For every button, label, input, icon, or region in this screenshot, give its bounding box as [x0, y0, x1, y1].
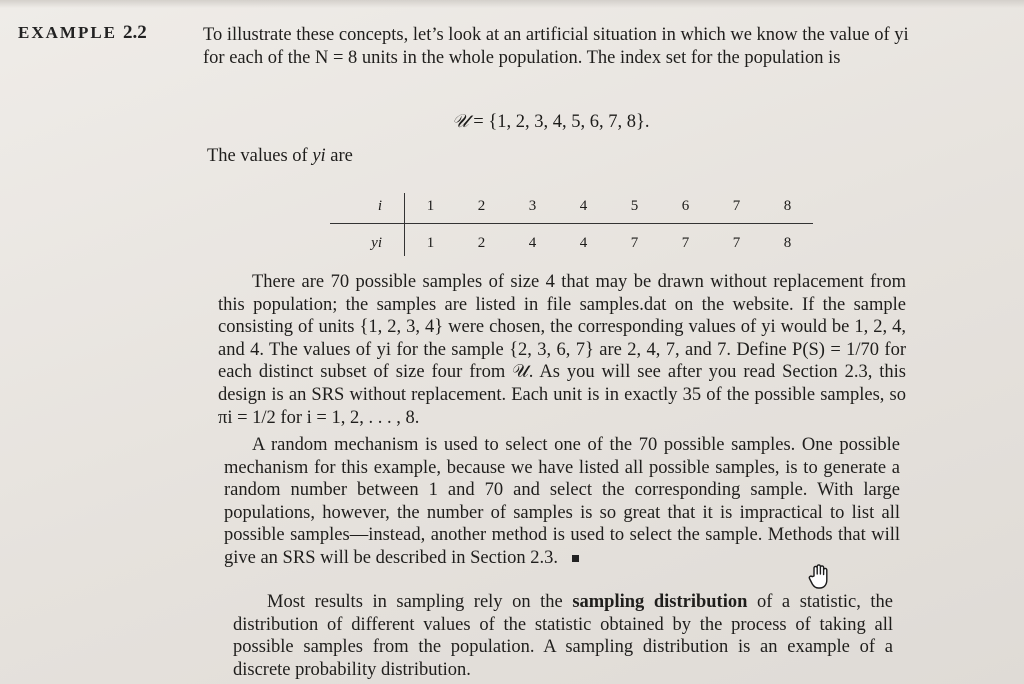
- table-cell: 3: [507, 193, 558, 224]
- end-of-example-square-icon: [572, 555, 579, 562]
- population-symbol: 𝒰: [452, 112, 469, 132]
- table-cell: 8: [762, 193, 813, 224]
- table-cell: 4: [528, 234, 537, 251]
- example-label: [18, 22, 147, 44]
- table-cell: 2: [456, 193, 507, 224]
- table-cell: 2: [477, 234, 486, 251]
- table-cell: 6: [660, 193, 711, 224]
- yi-symbol: yi: [312, 146, 326, 166]
- table-cell: 4: [579, 234, 588, 251]
- page-top-edge: [0, 0, 1024, 8]
- sampling-distribution-term: sampling distribution: [572, 592, 748, 612]
- table-cell: 8: [783, 234, 792, 251]
- table-cell: 7: [711, 193, 762, 224]
- table-row-i: [330, 193, 813, 224]
- table-row-yi: [330, 224, 813, 257]
- values-table: [330, 193, 813, 256]
- table-cell: 1: [405, 193, 457, 224]
- example-word: EXAMPLE: [18, 23, 117, 42]
- index-set-equation: [452, 111, 649, 133]
- intro-paragraph: To illustrate these concepts, let’s look at an artificial situation in which we know the value of yi for each of the N = 8 units in the whole population. The index set for the population is: [203, 25, 909, 68]
- table-cell: 7: [681, 234, 690, 251]
- hand-cursor-icon: [808, 563, 832, 591]
- table-cell: 7: [732, 234, 741, 251]
- row-header-i: i: [330, 193, 405, 224]
- table-cell: 1: [426, 234, 435, 251]
- random-mechanism-paragraph: A random mechanism is used to select one of the 70 possible samples. One possible mechanism for this example, because we have listed all possible samples, is to generate a random number between 1 and 70 and select the corresponding sample. With large populations, however, the number of samples is so great that it is impractical to list all possible samples—instead, another method is used to select the sample. Methods that will give an SRS will be described in Section 2.3.: [224, 435, 900, 568]
- samples-paragraph: There are 70 possible samples of size 4 that may be drawn without replacement from this population; the samples are listed in file samples.dat on the website. If the sample consisting of units {1, 2, 3, 4} were chosen, the corresponding values of yi would be 1, 2, 4, and 4. The values of yi for the sample {2, 3, 6, 7} are 2, 4, 7, and 7. Define P(S) = 1/70 for each distinct subset of size four from 𝒰. As you will see after you read Section 2.3, this design is an SRS without replacement. Each unit is in exactly 35 of the possible samples, so πi = 1/2 for i = 1, 2, . . . , 8.: [218, 272, 906, 428]
- sampling-distribution-paragraph: Most results in sampling rely on the sampling distribution of a statistic, the distribution of different values of the statistic obtained by the process of taking all possible samples from the population. A sampling distribution is an example of a discrete probability distribution.: [233, 592, 893, 680]
- example-number: 2.2: [123, 22, 147, 43]
- table-cell: 5: [609, 193, 660, 224]
- row-header-yi: yi: [330, 224, 405, 257]
- values-intro: The values of yi are: [207, 146, 353, 166]
- table-cell: 7: [630, 234, 639, 251]
- table-cell: 4: [558, 193, 609, 224]
- index-set-values: = {1, 2, 3, 4, 5, 6, 7, 8}.: [468, 112, 650, 132]
